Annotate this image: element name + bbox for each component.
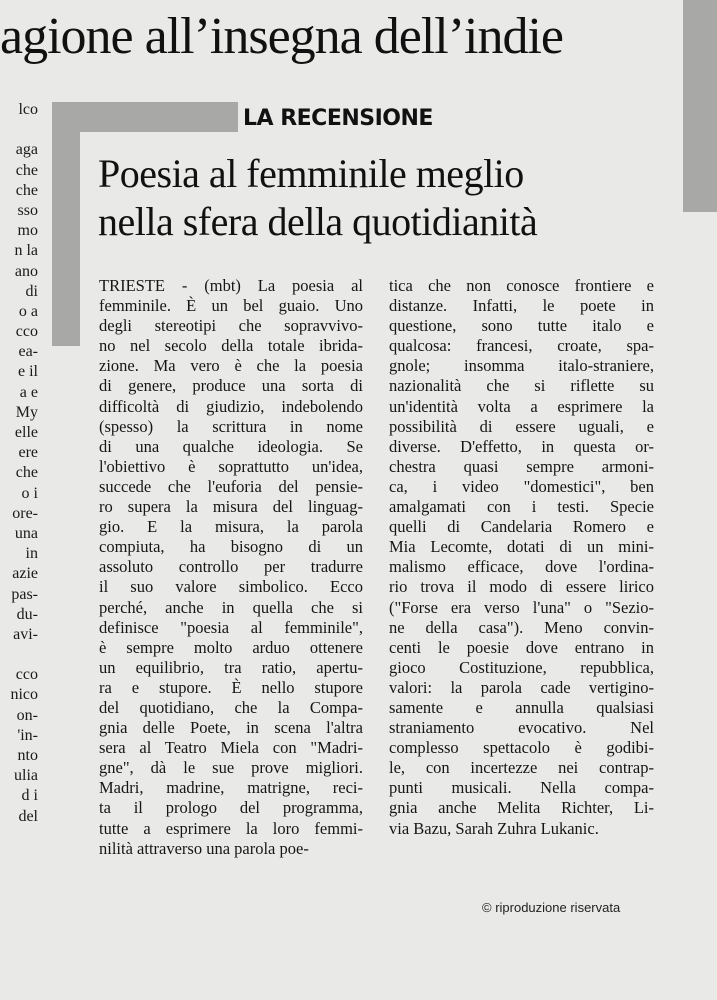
fragment-line: n la [14,242,38,260]
text-line: amalgamati con i testi. Specie [389,497,654,517]
text-line: ra e stupore. È nello stupore [99,677,363,697]
fragment-line: lco [18,101,38,118]
fragment-line: sso [17,201,38,219]
fragment-line: una [14,524,38,542]
article-column-2 [389,276,654,839]
text-line: (spesso) la scrittura in nome [99,416,363,436]
text-line: gnia anche Melita Richter, Li- [389,798,654,818]
text-line: rio trova il modo di essere lirico [389,577,654,597]
article-title [98,150,658,246]
text-line: definisce "poesia al femminile", [99,617,363,637]
text-line: un'identità volta a esprimere la [389,396,654,416]
text-line: ne della casa"). Meno convin- [389,617,654,637]
text-line: di genere, produce una sorta di [99,376,363,396]
text-line: gne", dà le sue prove migliori. [99,758,363,778]
fragment-line: a e [19,383,38,401]
article-column-1 [99,276,363,859]
text-line: femminile. È un bel guaio. Uno [99,296,363,316]
text-line: gnia delle Poete, in scena l'altra [99,718,363,738]
copyright-notice: © riproduzione riservata [482,900,621,915]
fragment-line: ea- [18,343,38,361]
text-line: diverse. D'effetto, in questa or- [389,436,654,456]
text-line: qualcosa: francesi, croate, spa- [389,336,654,356]
text-line: questione, sono tutte italo e [389,316,654,336]
text-line: via Bazu, Sarah Zuhra Lukanic. [389,818,599,838]
fragment-line: che [15,181,38,199]
fragment-line: du- [16,605,38,623]
text-line: succede che l'euforia del pensie- [99,476,363,496]
fragment-line: ore- [12,504,38,522]
text-line: ro supera la misura del linguag- [99,497,363,517]
fragment-line: pas- [11,585,38,603]
text-line: l'obiettivo è soprattutto un'idea, [99,456,363,476]
adjacent-column-fragment [0,100,38,827]
fragment-line: ano [14,262,38,280]
fragment-line: cco [15,666,38,684]
fragment-line: o i [21,484,38,502]
text-line: di una qualche ideologia. Se [99,436,363,456]
fragment-line: cco [15,323,38,341]
text-line: assoluto controllo per tradurre [99,557,363,577]
text-line: valori: la parola cade vertigino- [389,677,654,697]
text-line: distanze. Infatti, le poete in [389,296,654,316]
text-line: del quotidiano, che la Compa- [99,697,363,717]
text-line: centi le poesie dove entrano in [389,637,654,657]
text-line: ("Forse era verso l'una" o "Sezio- [389,597,654,617]
fragment-line: che [15,464,38,482]
text-line: gioco Costituzione, repubblica, [389,657,654,677]
text-line: gio. E la misura, la parola [99,517,363,537]
gray-side-bar [683,0,717,212]
fragment-line: ulia [14,767,38,785]
text-line: quelli di Candelaria Romero e [389,517,654,537]
text-line: chestra quasi sempre armoni- [389,456,654,476]
text-line: ta il prologo del programma, [99,798,363,818]
text-line: zione. Ma vero è che la poesia [99,356,363,376]
text-line: malismo efficace, dove l'ordina- [389,557,654,577]
text-line: straniamento evocativo. Nel [389,718,654,738]
title-line: nella sfera della quotidianità [98,199,538,244]
text-line: TRIESTE - (mbt) La poesia al [99,276,363,295]
text-line: no nel secolo della totale ibrida- [99,336,363,356]
text-line: tica che non conosce frontiere e [389,276,654,295]
text-line: è sempre molto arduo ottenere [99,637,363,657]
fragment-line: o a [18,302,38,320]
fragment-line: My [15,403,38,421]
fragment-line: nico [10,686,38,704]
text-line: nilità attraverso una parola poe- [99,838,309,858]
fragment-line: mo [17,222,38,240]
fragment-line: che [15,161,38,179]
top-headline-fragment: agione all’insegna dell’indie [0,8,564,65]
fragment-line: in [25,545,38,563]
text-line: gnole; insomma italo-straniere, [389,356,654,376]
text-line: sera al Teatro Miela con "Madri- [99,738,363,758]
fragment-line: ere [18,444,38,462]
title-line: Poesia al femminile meglio [98,151,524,196]
text-line: perché, anche in quella che si [99,597,363,617]
text-line: compiuta, ha bisogno di un [99,537,363,557]
text-line: complesso spettacolo è godibi- [389,738,654,758]
gray-bracket-horizontal [52,102,238,132]
fragment-line: nto [17,747,38,764]
text-line: ca, i video "domestici", ben [389,476,654,496]
text-line: nazionalità che si riflette su [389,376,654,396]
fragment-line [0,645,38,665]
section-kicker: LA RECENSIONE [243,106,433,131]
text-line: il suo valore simbolico. Ecco [99,577,363,597]
fragment-line: azie [12,565,38,583]
fragment-line: di [25,282,38,300]
fragment-line: 'in- [17,726,38,744]
text-line: punti musicali. Nella compa- [389,778,654,798]
text-line: samente e annulla qualsiasi [389,697,654,717]
text-line: un equilibrio, tra ratio, apertu- [99,657,363,677]
fragment-line: avi- [13,625,38,643]
text-line: difficoltà di giudizio, indebolendo [99,396,363,416]
text-line: Mia Lecomte, dotati di un mini- [389,537,654,557]
fragment-line [0,120,38,140]
fragment-line: aga [15,141,38,159]
text-line: degli stereotipi che sopravvivo- [99,316,363,336]
fragment-line: e il [18,363,38,381]
text-line: possibilità di essere uguali, e [389,416,654,436]
text-line: le, con incertezze nei contrap- [389,758,654,778]
fragment-line: del [18,807,38,825]
gray-bracket-vertical [52,102,80,346]
fragment-line: d i [21,787,38,805]
text-line: tutte a esprimere la loro femmi- [99,818,363,838]
text-line: Madri, madrine, matrigne, reci- [99,778,363,798]
fragment-line: elle [14,424,38,441]
fragment-line: on- [16,706,38,724]
